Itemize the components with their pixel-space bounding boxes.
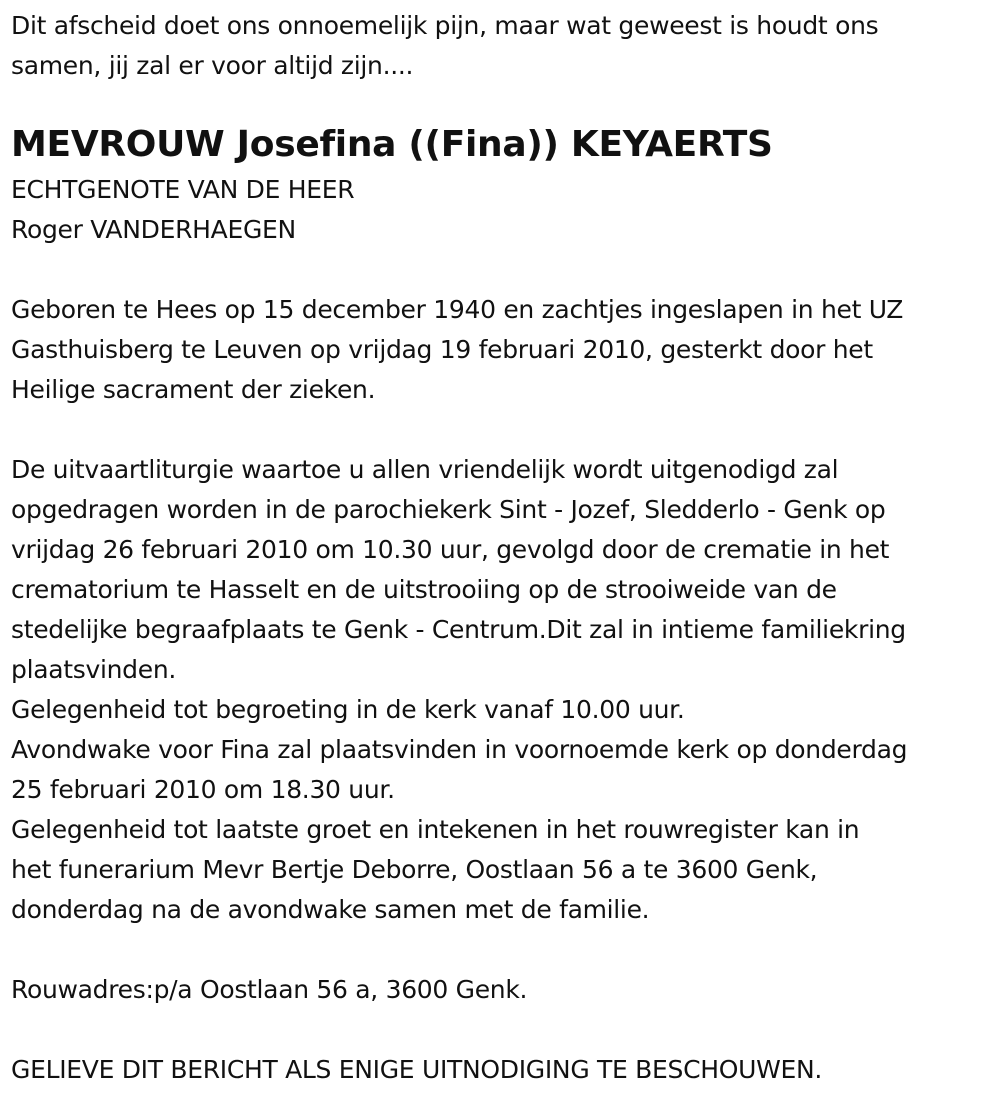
birth-line: Geboren te Hees op 15 december 1940 en zachtjes ingeslapen in het UZ (11, 295, 904, 324)
deceased-name: MEVROUW Josefina ((Fina)) KEYAERTS (11, 124, 773, 165)
intro-line: samen, jij zal er voor altijd zijn.... (11, 51, 414, 80)
spouse-block (11, 170, 991, 250)
birth-line: Heilige sacrament der zieken. (11, 375, 376, 404)
spouse-line: Roger VANDERHAEGEN (11, 215, 296, 244)
funeral-line: Gelegenheid tot laatste groet en intekenen in het rouwregister kan in (11, 815, 860, 844)
funeral-line: 25 februari 2010 om 18.30 uur. (11, 775, 395, 804)
birth-line: Gasthuisberg te Leuven op vrijdag 19 februari 2010, gesterkt door het (11, 335, 873, 364)
funeral-line: Gelegenheid tot begroeting in de kerk vanaf 10.00 uur. (11, 695, 685, 724)
spouse-line: ECHTGENOTE VAN DE HEER (11, 175, 355, 204)
funeral-line: plaatsvinden. (11, 655, 177, 684)
birth-paragraph (11, 290, 991, 410)
funeral-paragraph (11, 450, 991, 930)
funeral-line: donderdag na de avondwake samen met de familie. (11, 895, 650, 924)
mourning-address: Rouwadres:p/a Oostlaan 56 a, 3600 Genk. (11, 975, 528, 1004)
funeral-line: crematorium te Hasselt en de uitstrooiing op de strooiweide van de (11, 575, 837, 604)
intro-line: Dit afscheid doet ons onnoemelijk pijn, maar wat geweest is houdt ons (11, 11, 879, 40)
death-notice (11, 6, 991, 1090)
funeral-line: stedelijke begraafplaats te Genk - Centrum.Dit zal in intieme familiekring (11, 615, 906, 644)
funeral-line: vrijdag 26 februari 2010 om 10.30 uur, gevolgd door de crematie in het (11, 535, 890, 564)
funeral-line: opgedragen worden in de parochiekerk Sint - Jozef, Sledderlo - Genk op (11, 495, 886, 524)
funeral-line: De uitvaartliturgie waartoe u allen vriendelijk wordt uitgenodigd zal (11, 455, 839, 484)
invitation-notice: GELIEVE DIT BERICHT ALS ENIGE UITNODIGING TE BESCHOUWEN. (11, 1055, 823, 1084)
intro-quote (11, 6, 991, 86)
funeral-line: het funerarium Mevr Bertje Deborre, Oostlaan 56 a te 3600 Genk, (11, 855, 818, 884)
funeral-line: Avondwake voor Fina zal plaatsvinden in voornoemde kerk op donderdag (11, 735, 908, 764)
